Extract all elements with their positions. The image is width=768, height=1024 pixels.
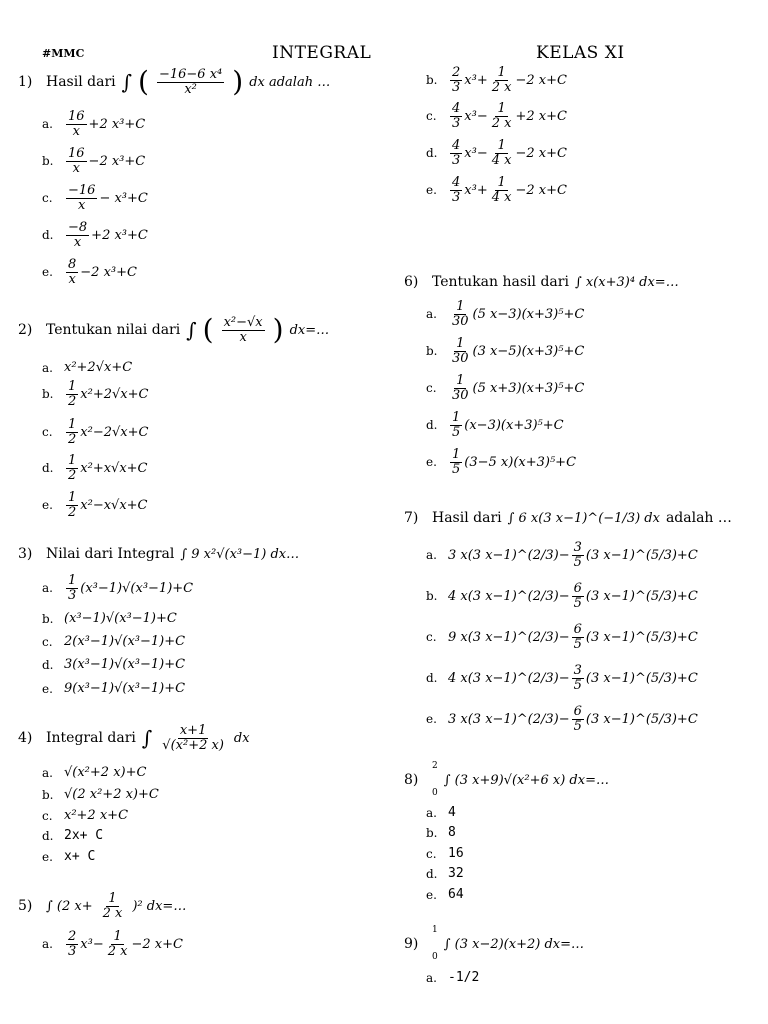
q2-option-a[interactable]: a. x²+2√x+C	[42, 360, 133, 375]
q2-option-b[interactable]: b. $\frac{1}{2}$ x²+2√x+C	[42, 379, 149, 409]
q1-option-d[interactable]: d. $\frac{-8}{x}$ +2 x³+C	[42, 220, 148, 250]
q4-option-d[interactable]: d. 2x+ C	[42, 828, 104, 843]
q1-option-e[interactable]: e. $\frac{8}{x}$ −2 x³+C	[42, 257, 137, 287]
lower-limit: 0	[432, 952, 438, 962]
q6-option-b[interactable]: b. $\frac{1}{30}$ (3 x−5)(x+3)⁵+C	[426, 336, 585, 366]
q3-option-d[interactable]: d. 3(x³−1)√(x³−1)+C	[42, 657, 186, 672]
q6-option-d[interactable]: d. $\frac{1}{5}$ (x−3)(x+3)⁵+C	[426, 410, 564, 440]
q5-option-d[interactable]: d. $\frac{4}{3}$ x³− $\frac{1}{4 x}$ −2 x+C	[426, 138, 567, 168]
question-7: 7) Hasil dari ∫ 6 x(3 x−1)^(−1/3) dx adalah …	[404, 510, 732, 526]
header-tag: #MMC	[42, 47, 85, 60]
q3-option-c[interactable]: c. 2(x³−1)√(x³−1)+C	[42, 634, 186, 649]
question-8: 8) 2 0 ∫ (3 x+9)√(x²+6 x) dx=…	[404, 761, 609, 798]
q7-option-a[interactable]: a. 3 x(3 x−1)^(2/3)− $\frac{3}{5}$ (3 x−1)^(5/3)+C	[426, 540, 698, 570]
question-6: 6) Tentukan hasil dari ∫ x(x+3)⁴ dx=…	[404, 274, 679, 290]
q3-option-a[interactable]: a. $\frac{1}{3}$ (x³−1)√(x³−1)+C	[42, 573, 194, 603]
q1-option-b[interactable]: b. $\frac{16}{x}$ −2 x³+C	[42, 146, 146, 176]
page-title: INTEGRAL	[272, 43, 372, 63]
question-3: 3) Nilai dari Integral ∫ 9 x²√(x³−1) dx…	[18, 546, 300, 562]
question-1: 1) Hasil dari ∫ ( $\frac{\text{−16−6 x⁴}}{\text{x²}}$ ) dx adalah …	[18, 65, 331, 99]
q5-option-e[interactable]: e. $\frac{4}{3}$ x³+ $\frac{1}{4 x}$ −2 x+C	[426, 175, 567, 205]
question-5: 5) ∫ (2 x+ $\frac{1}{2 x}$ )² dx=…	[18, 891, 187, 921]
q9-option-a[interactable]: a. -1/2	[426, 970, 480, 985]
q4-option-c[interactable]: c. x²+2 x+C	[42, 808, 129, 823]
question-9: 9) 1 0 ∫ (3 x−2)(x+2) dx=…	[404, 925, 584, 962]
q7-option-c[interactable]: c. 9 x(3 x−1)^(2/3)− $\frac{6}{5}$ (3 x−1)^(5/3)+C	[426, 622, 698, 652]
question-prefix: Hasil dari	[46, 74, 116, 91]
q4-option-b[interactable]: b. √(2 x²+2 x)+C	[42, 787, 159, 802]
q2-option-e[interactable]: e. $\frac{1}{2}$ x²−x√x+C	[42, 490, 148, 520]
integral-sign: ∫	[121, 70, 133, 95]
q1-option-c[interactable]: c. $\frac{-16}{x}$ − x³+C	[42, 183, 148, 213]
q2-option-d[interactable]: d. $\frac{1}{2}$ x²+x√x+C	[42, 453, 148, 483]
upper-limit: 1	[432, 925, 438, 935]
q5-option-b[interactable]: b. $\frac{2}{3}$ x³+ $\frac{1}{2 x}$ −2 x+C	[426, 65, 567, 95]
q8-option-c[interactable]: c. 16	[426, 846, 464, 861]
q7-option-b[interactable]: b. 4 x(3 x−1)^(2/3)− $\frac{6}{5}$ (3 x−1)^(5/3)+C	[426, 581, 698, 611]
q8-option-e[interactable]: e. 64	[426, 887, 464, 902]
question-number: 1)	[18, 74, 33, 91]
lower-limit: 0	[432, 788, 438, 798]
question-2: 2) Tentukan nilai dari ∫ ( $\frac{\text{x²−√x}}{x}$ ) dx=…	[18, 313, 330, 347]
q5-option-a[interactable]: a. $\frac{2}{3}$ x³− $\frac{1}{2 x}$ −2 x+C	[42, 929, 183, 959]
q7-option-d[interactable]: d. 4 x(3 x−1)^(2/3)− $\frac{3}{5}$ (3 x−1)^(5/3)+C	[426, 663, 698, 693]
q8-option-a[interactable]: a. 4	[426, 805, 456, 820]
q6-option-a[interactable]: a. $\frac{1}{30}$ (5 x−3)(x+3)⁵+C	[426, 299, 585, 329]
q2-option-c[interactable]: c. $\frac{1}{2}$ x²−2√x+C	[42, 417, 149, 447]
question-4: 4) Integral dari ∫ $\frac{x+1}{\text{√(x²+2 x)}}$ dx	[18, 723, 250, 753]
q6-option-c[interactable]: c. $\frac{1}{30}$ (5 x+3)(x+3)⁵+C	[426, 373, 585, 403]
q8-option-b[interactable]: b. 8	[426, 825, 456, 840]
q7-option-e[interactable]: e. 3 x(3 x−1)^(2/3)− $\frac{6}{5}$ (3 x−1)^(5/3)+C	[426, 704, 698, 734]
q3-option-e[interactable]: e. 9(x³−1)√(x³−1)+C	[42, 681, 186, 696]
class-label: KELAS XI	[536, 43, 625, 63]
question-suffix: dx adalah …	[249, 74, 331, 90]
q4-option-e[interactable]: e. x+ C	[42, 849, 96, 864]
q1-option-a[interactable]: a. $\frac{16}{x}$ +2 x³+C	[42, 109, 146, 139]
q3-option-b[interactable]: b. (x³−1)√(x³−1)+C	[42, 611, 177, 626]
q4-option-a[interactable]: a. √(x²+2 x)+C	[42, 765, 147, 780]
integrand-fraction: $\frac{\text{−16−6 x⁴}}{\text{x²}}$	[158, 67, 223, 97]
q8-option-d[interactable]: d. 32	[426, 866, 464, 881]
q5-option-c[interactable]: c. $\frac{4}{3}$ x³− $\frac{1}{2 x}$ +2 x+C	[426, 101, 567, 131]
q6-option-e[interactable]: e. $\frac{1}{5}$ (3−5 x)(x+3)⁵+C	[426, 447, 577, 477]
upper-limit: 2	[432, 761, 438, 771]
